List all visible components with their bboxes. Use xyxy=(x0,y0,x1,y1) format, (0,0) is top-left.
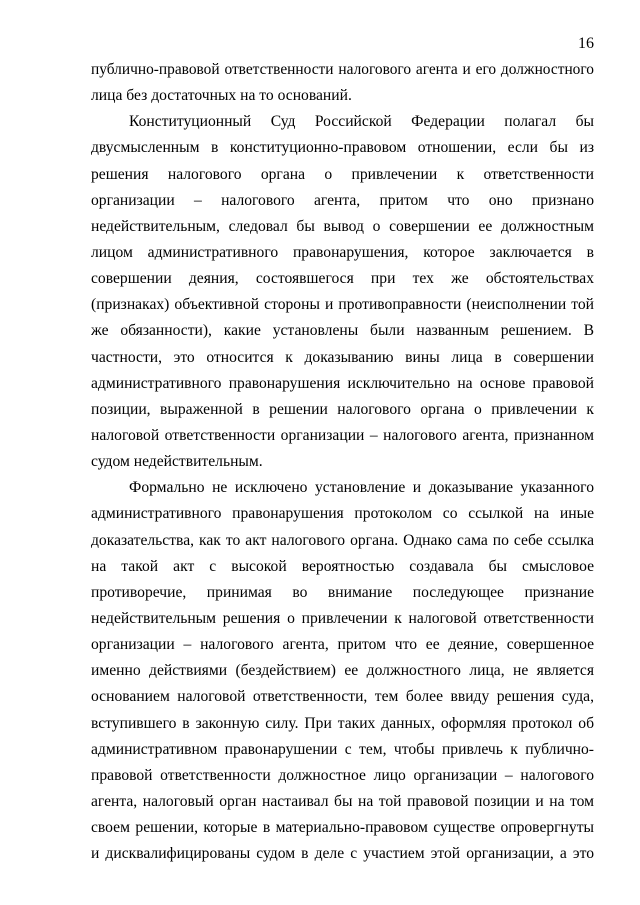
text-line: и дисквалифицированы судом в деле с участием этой организации, а это xyxy=(91,845,594,863)
text-line: административном правонарушении с тем, чтобы привлечь к публично- xyxy=(91,740,594,758)
text-line: противоречие, принимая во внимание последующее признание xyxy=(91,583,594,601)
text-line: административного правонарушения исключительно на основе правовой xyxy=(91,374,594,392)
page-number: 16 xyxy=(578,35,594,52)
text-line: правовой ответственности должностное лицо организации – налогового xyxy=(91,766,594,784)
text-line: агента, налоговый орган настаивал бы на той правовой позиции и на том xyxy=(91,792,594,810)
text-line: своем решении, которые в материально-правовом существе опровергнуты xyxy=(91,819,594,837)
text-line: организации – налогового агента, притом что ее деяние, совершенное xyxy=(91,636,594,654)
text-line: позиции, выраженной в решении налогового органа о привлечении к xyxy=(91,400,594,418)
text-line: основанием налоговой ответственности, тем более ввиду решения суда, xyxy=(91,688,594,706)
text-line: административного правонарушения протоколом со ссылкой на иные xyxy=(91,505,594,523)
text-line: на такой акт с высокой вероятностью создавала бы смысловое xyxy=(91,557,594,575)
body-text xyxy=(91,57,594,867)
text-line: решения налогового органа о привлечении к ответственности xyxy=(91,165,594,183)
text-line: совершении деяния, состоявшегося при тех же обстоятельствах xyxy=(91,270,594,288)
text-line: именно действиями (бездействием) ее должностного лица, не является xyxy=(91,662,594,680)
text-line: Конституционный Суд Российской Федерации полагал бы xyxy=(129,113,594,131)
text-line: лица без достаточных на то оснований. xyxy=(91,87,352,105)
text-line: Формально не исключено установление и доказывание указанного xyxy=(129,479,594,497)
text-line: (признаках) объективной стороны и противоправности (неисполнении той xyxy=(91,296,594,314)
text-line: двусмысленным в конституционно-правовом отношении, если бы из xyxy=(91,139,594,157)
text-line: лицом административного правонарушения, которое заключается в xyxy=(91,243,594,261)
text-line: налоговой ответственности организации – налогового агента, признанном xyxy=(91,426,594,444)
text-line: организации – налогового агента, притом что оно признано xyxy=(91,191,594,209)
text-line: недействительным решения о привлечении к налоговой ответственности xyxy=(91,609,594,627)
text-line: частности, это относится к доказыванию вины лица в совершении xyxy=(91,348,594,366)
text-line: недействительным, следовал бы вывод о совершении ее должностным xyxy=(91,217,594,235)
text-line: судом недействительным. xyxy=(91,453,263,471)
text-line: же обязанности), какие установлены были названным решением. В xyxy=(91,322,594,340)
text-line: доказательства, как то акт налогового органа. Однако сама по себе ссылка xyxy=(91,531,594,549)
text-line: вступившего в законную силу. При таких данных, оформляя протокол об xyxy=(91,714,594,732)
text-line: публично-правовой ответственности налогового агента и его должностного xyxy=(91,61,594,78)
